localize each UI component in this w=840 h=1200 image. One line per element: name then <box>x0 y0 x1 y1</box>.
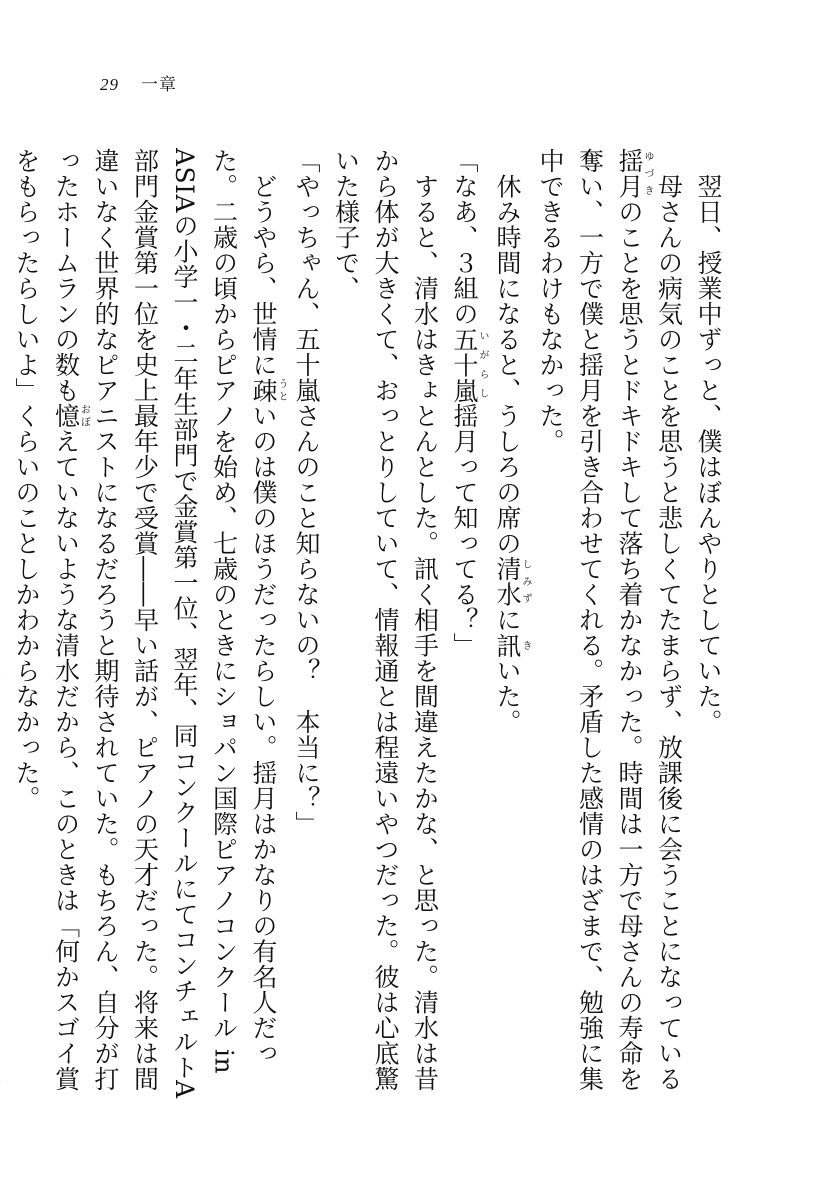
chapter-title: 一章 <box>141 75 177 95</box>
vertical-body-text <box>12 148 728 1108</box>
page-number: 29 <box>100 75 119 94</box>
paragraph: どうやら、世情に疎うといのは僕のほうだったらしい。揺月はかなりの有名人だった。二歳の頃からピアノを始め、七歳のときにショパン国際ピアノコンクール in ASIAの小学一・二年生部門で金賞第一位、翌年、同コンクールにてコンチェルトA部門金賞第一位を史上最年少で受賞――早い話が、ピアノの天才だった。将来は間違いなく世界的なピアニストになるだろうと期待されていた。もちろん、自分が打ったホームランの数も憶おぼえていないような清水だから、このときは「何かスゴイ賞をもらったらしいよ」くらいのことしかわからなかった。 <box>12 148 287 1099</box>
paragraph <box>0 148 7 1108</box>
paragraph: 「やっちゃん、五十嵐さんのこと知らないの？ 本当に？」 <box>292 148 321 837</box>
running-header <box>100 70 177 95</box>
paragraph: すると、清水はきょとんとした。訊く相手を間違えたかな、と思った。清水は昔から体が大きくて、おっとりしていて、情報通とは程遠いやつだった。彼は心底驚いた様子で、 <box>331 148 440 1092</box>
paragraph: 翌日、授業中ずっと、僕はぼんやりとしていた。 <box>694 148 723 735</box>
paragraph: 休み時間になると、うしろの席の清水しみずに訊きいた。 <box>493 148 531 735</box>
paragraph: 「なあ、３組の五十嵐いがらし揺月って知ってる？」 <box>450 148 488 658</box>
paragraph: 母さんの病気のことを思うと悲しくてたまらず、放課後に会うことになっている揺月ゆづきのことを思うとドキドキして落ち着かなかった。時間は一方で母さんの寿命を奪い、一方で僕と揺月を引き合わせてくれる。矛盾した感情のはざまで、勉強に集中できるわけもなかった。 <box>536 148 684 1092</box>
